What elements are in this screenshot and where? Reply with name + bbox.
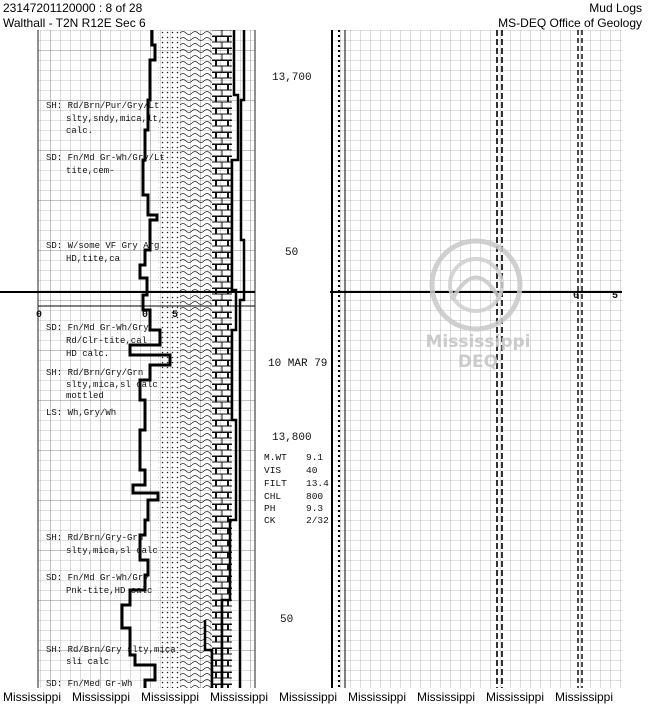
mud-property-value: 13.4 (306, 478, 329, 489)
mud-property-label: PH (264, 503, 276, 514)
mud-property-label: CHL (264, 491, 282, 502)
lithology-note: SD: Fn/Md Gr-Wh/Gry (46, 323, 149, 333)
watermark-text: Mississippi (425, 332, 531, 352)
footer-text: Mississippi (417, 690, 476, 704)
shale-lithology-column (180, 30, 212, 688)
lithology-note: SH: Rd/Brn/Pur/Gry/Lt (46, 101, 160, 111)
document-id: 23147201120000 : 8 of 28 (3, 1, 143, 15)
log-date: 10 MAR 79 (268, 358, 328, 370)
watermark-text: DEQ (457, 352, 499, 372)
footer-text: Mississippi (72, 690, 131, 704)
lithology-note: Rd/Clr-tite,cal (66, 336, 148, 346)
lithology-note: HD,tite,ca (66, 254, 121, 264)
lithology-note: SD: W/some VF Gry Arg (46, 241, 160, 251)
lithology-note: SD: Fn/Med Gr-Wh (46, 679, 133, 689)
depth-column (268, 72, 327, 626)
left-scale-label: 5 (172, 310, 179, 321)
footer-text: Mississippi (348, 690, 407, 704)
left-scale-label: 0 (36, 310, 43, 321)
depth-label: 13,700 (272, 72, 312, 84)
office-name: MS-DEQ Office of Geology (498, 16, 642, 30)
mud-property-label: M.WT (264, 452, 287, 463)
footer-text: Mississippi (210, 690, 269, 704)
mud-property-value: 9.3 (306, 503, 324, 514)
lithology-note: mottled (66, 391, 104, 401)
lithology-note: SD: Fn/Md Gr-Wh/Gry/Lt (46, 153, 165, 163)
lithology-note: SH: Rd/Brn/Gry/Grn (46, 368, 144, 378)
lithology-note: slty,mica,sl calc (66, 546, 158, 556)
well-location: Walthall - T2N R12E Sec 6 (3, 16, 146, 30)
depth-label: 50 (285, 247, 299, 259)
mud-property-label: VIS (264, 465, 282, 476)
lithology-note: tite,cem- (66, 166, 115, 176)
lithology-note: SD: Fn/Md Gr-Wh/Gry (46, 573, 149, 583)
footer-text: Mississippi (279, 690, 338, 704)
footer-text: Mississippi (141, 690, 200, 704)
lithology-note: sli calc (66, 657, 110, 667)
mud-property-label: CK (264, 515, 276, 526)
mud-property-value: 40 (306, 465, 318, 476)
depth-label: 13,800 (272, 432, 312, 444)
document-category: Mud Logs (589, 1, 642, 15)
lithology-note: LS: Wh,Gry/Wh (46, 408, 117, 418)
lithology-note: HD calc. (66, 349, 110, 359)
mud-property-value: 2/32 (306, 515, 329, 526)
mud-property-value: 800 (306, 491, 324, 502)
mud-properties (264, 452, 329, 526)
footer-text: Mississippi (486, 690, 545, 704)
mud-property-value: 9.1 (306, 452, 324, 463)
depth-label: 50 (280, 614, 294, 626)
mud-property-label: FILT (264, 478, 287, 489)
lithology-note: slty,sndy,mica,lt, (66, 114, 164, 124)
right-scale-label: 0 (573, 291, 580, 302)
lithology-note: calc. (66, 126, 94, 136)
lithology-note: SH: Rd/Brn/Gry-Grn (46, 533, 144, 543)
lithology-note: SH: Rd/Brn/Gry slty,mica (46, 645, 176, 655)
footer-text: Mississippi (3, 690, 62, 704)
footer-watermark-row (3, 690, 613, 704)
footer-text: Mississippi (555, 690, 614, 704)
right-scale-label: 5 (612, 291, 619, 302)
lithology-note: Pnk-tite,HD calc (66, 586, 153, 596)
lithology-note: slty,mica,sl calc (66, 380, 158, 390)
left-scale-label: 0 (142, 310, 149, 321)
